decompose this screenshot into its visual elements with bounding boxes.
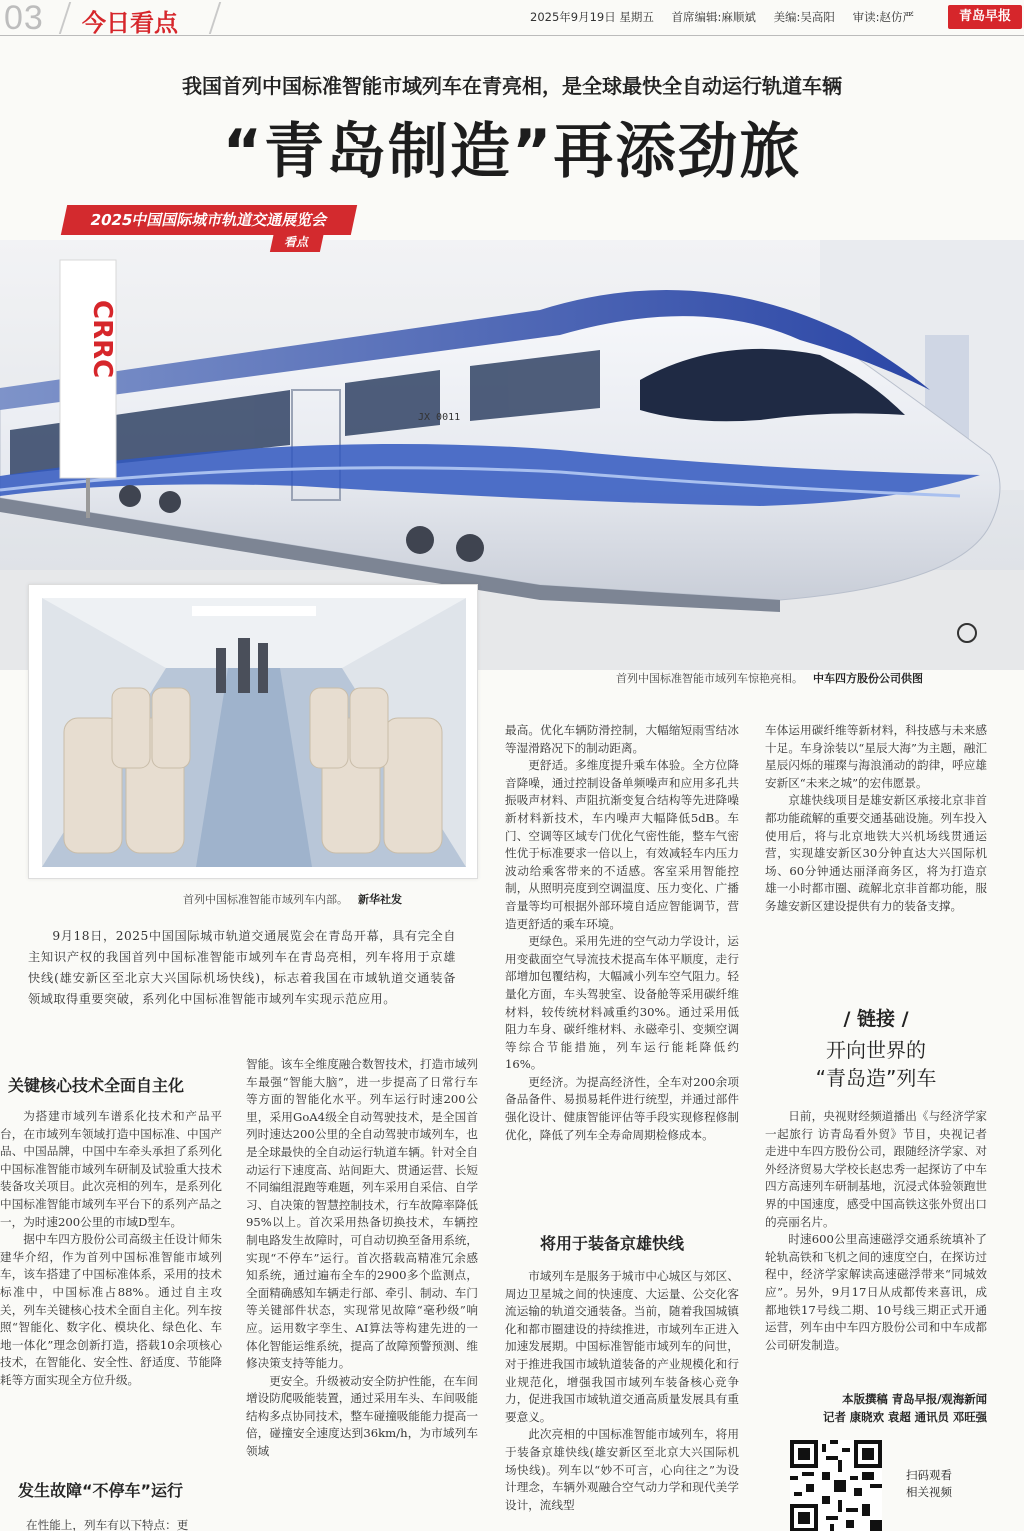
qr-code[interactable] <box>790 1440 882 1531</box>
paragraph: 日前，央视财经频道播出《与经济学家一起旅行 访青岛看外贸》节目，央视记者走进中车四方股份公司，跟随经济学家、对外经济贸易大学校长赵忠秀一起探访了中车四方高速列车研制基地，沉浸式体验领跑世界的中国速度，感受中国高铁这张外贸出口的亮丽名片。 <box>765 1109 987 1229</box>
crrc-logo: CRRC <box>87 300 117 379</box>
paragraph: 在性能上，列车有以下特点：更 <box>26 1518 189 1531</box>
paragraph: 市域列车是服务于城市中心城区与郊区、周边卫星城之间的快速度、大运量、公交化客流运输的轨道交通装备。当前，随着我国城镇化和都市圈建设的持续推进，市域列车正进入加速发展期。中国标准智能市域列车的问世，对于推进我国市域轨道装备的产业规模化和行业规范化，增强我国市域列车装备核心竞争力，促进我国市域轨道交通高质量发展具有重要意义。 <box>505 1269 739 1424</box>
paragraph: 最高。优化车辆防滑控制，大幅缩短雨雪结冰等湿滑路况下的制动距离。 <box>505 723 739 755</box>
interior-photo-frame <box>28 584 478 879</box>
header-meta <box>530 9 928 25</box>
expo-badge: 2025中国国际城市轨道交通展览会 <box>61 205 357 235</box>
qr-hint: 扫码观看 相关视频 <box>906 1468 952 1499</box>
byline: 本版撰稿 青岛早报/观海新闻 记者 康晓欢 袁超 通讯员 邓旺强 <box>823 1392 987 1424</box>
interior-photo-caption: 首列中国标准智能市域列车内部。 新华社发 <box>183 893 402 906</box>
main-photo-caption: 首列中国标准智能市域列车惊艳亮相。 中车四方股份公司供图 <box>616 672 923 685</box>
paragraph: 时速600公里高速磁浮交通系统填补了轮轨高铁和飞机之间的速度空白，在探访过程中，经济学家解读高速磁浮带来“同城效应”。另外，9月17日从成都传来喜讯，成都地铁17号线二期、10号线三期正式开通运营，列车由中车四方股份公司和中车成都公司研发制造。 <box>765 1232 987 1352</box>
article-column <box>0 1108 222 1463</box>
article-column <box>765 722 987 974</box>
art-editor: 美编:吴高阳 <box>773 10 835 24</box>
paragraph: 京雄快线项目是雄安新区承接北京非首都功能疏解的重要交通基础设施。列车投入使用后，将与北京地铁大兴机场线贯通运营，实现雄安新区30分钟直达大兴国际机场、60分钟通达丽泽商务区，将为打造京雄一小时都市圈、疏解北京非首都功能，服务雄安新区建设提供有力的装备支撑。 <box>765 793 987 913</box>
photo-credit: 中车四方股份公司供图 <box>813 672 923 685</box>
photo-credit: 新华社发 <box>358 893 402 906</box>
interior-photo <box>42 598 466 867</box>
issue-date: 2025年9月19日 星期五 <box>530 10 654 24</box>
article-column <box>765 1108 987 1388</box>
article-column <box>26 1517 222 1531</box>
section-heading: 将用于装备京雄快线 <box>540 1234 685 1253</box>
section-heading: 关键核心技术全面自主化 <box>8 1076 185 1095</box>
section-heading: 发生故障“不停车”运行 <box>18 1481 184 1500</box>
section-title: 今日看点 <box>82 9 178 37</box>
divider <box>209 2 221 34</box>
link-label: / 链接 / <box>843 1008 909 1030</box>
paragraph: 此次亮相的中国标准智能市域列车，将用于装备京雄快线(雄安新区至北京大兴国际机场快线)。列车以“妙不可言，心向往之”为设计理念，车辆外观融合空气动力学和现代美学设计，流线型 <box>505 1427 739 1512</box>
link-title: 开向世界的 “青岛造”列车 <box>815 1038 937 1090</box>
paragraph: 车体运用碳纤维等新材料，科技感与未来感十足。车身涂装以“星辰大海”为主题，融汇星辰闪烁的璀璨与海浪涌动的韵律，呼应雄安新区“未来之城”的宏伟愿景。 <box>765 723 987 790</box>
paragraph: 更舒适。多维度提升乘车体验。全方位降音降噪，通过控制设备单频噪声和应用多孔共振吸声材料、声阻抗渐变复合结构等先进降噪新材料新技术，车内噪声大幅降低5dB。车门、空调等区域专门优化气密性能，整车气密性优于标准要求一倍以上，有效减轻车内压力波动给乘客带来的不适感。客室采用智能控制，从照明亮度到空调温度、压力变化、广播音量等均可根据外部环境自适应智能调节，营造更舒适的乘车环境。 <box>505 758 739 931</box>
lead-paragraph: 9月18日，2025中国国际城市轨道交通展览会在青岛开幕，具有完全自主知识产权的我国首列中国标准智能市域列车在青岛亮相，列车将用于京雄快线(雄安新区至北京大兴国际机场快线)，标志着我国在市域轨道交通装备领域取得重要突破，系列化中国标准智能市域列车实现示范应用。 <box>28 929 456 1006</box>
newspaper-logo: 青岛早报 <box>948 5 1022 29</box>
paragraph: 为搭建市域列车谱系化技术和产品平台，在市域列车领域打造中国标准、中国产品、中国品牌，中国中车牵头承担了系列化中国标准智能市域列车研制及试验重大技术装备攻关项目。此次亮相的列车，是系列化中国标准智能市域列车平台下的系列产品之一，为时速200公里的市域D型车。 <box>0 1109 222 1229</box>
train-number: JX 0011 <box>418 412 461 423</box>
article-column <box>505 722 739 1214</box>
page-number: 03 <box>4 0 44 37</box>
article-column <box>246 1056 478 1531</box>
article-headline: “青岛制造”再添劲旅 <box>222 117 802 187</box>
paragraph: 更安全。升级被动安全防护性能，在车间增设防爬吸能装置，通过采用车头、车间吸能结构多点协同技术，整车碰撞吸能能力提高一倍，碰撞安全速度达到36km/h，为市域列车领域 <box>246 1373 478 1459</box>
expo-badge-tag: 看点 <box>270 232 324 252</box>
article-column <box>505 1268 739 1531</box>
paragraph: 据中车四方股份公司高级主任设计师朱建华介绍，作为首列中国标准智能市域列车，该车搭建了中国标准体系，采用的技术标准中，中国标准占88%。通过自主攻关，列车关键核心技术全面自主化。列车按照“智能化、数字化、模块化、绿色化、车地一体化”理念创新打造，搭载10余项核心技术，在智能化、安全性、舒适度、节能降耗等方面实现全方位升级。 <box>0 1232 222 1387</box>
paragraph: 更经济。为提高经济性，全车对200余项备品备件、易损易耗件进行统型，并通过部件强化设计、健康智能评估等手段实现修程修制优化，降低了列车全寿命周期检修成本。 <box>505 1074 739 1142</box>
paragraph: 更绿色。采用先进的空气动力学设计，运用变截面空气导流技术提高车体平顺度，走行部增加包覆结构，大幅减小列车空气阻力。轻量化方面，车头驾驶室、设备舱等采用碳纤维材料，较传统材料减重约30%。通过采用低阻力车身、碳纤维材料、永磁牵引、变频空调等综合节能措施，列车运行能耗降低约16%。 <box>505 934 739 1072</box>
paragraph: 智能。该车全维度融合数智技术，打造市域列车最强“智能大脑”，进一步提高了日常行车等方面的智能化水平。列车运行时速200公里，采用GoA4级全自动驾驶技术，是全国首列时速达200公里的全自动驾驶市域列车，也是全球最快的全自动运行轨道车辆。针对全自动运行下速度高、站间距大、贯通运营、长短不同编组混跑等难题，列车采用自采信、自学习、自决策的智慧控制技术，行车故障率降低95%以上。首次采用热备切换技术，车辆控制电路发生故障时，可自动切换至备用系统，实现“不停车”运行。首次搭载高精准冗余感知系统，通过遍布全车的2900多个监测点，全面精确感知车辆走行部、牵引、制动、车门等关键部件状态，实现常见故障“毫秒级”响应。运用数字孪生、AI算法等构建先进的一体化智能运维系统，提高了故障预警预测、维修决策支持等能力。 <box>246 1057 478 1371</box>
chief-editor: 首席编辑:麻顺斌 <box>671 10 756 24</box>
proofreader: 审读:赵仿严 <box>852 10 914 24</box>
page-header <box>0 0 1024 36</box>
article-subtitle: 我国首列中国标准智能市域列车在青亮相，是全球最快全自动运行轨道车辆 <box>182 74 842 98</box>
divider <box>59 2 71 34</box>
